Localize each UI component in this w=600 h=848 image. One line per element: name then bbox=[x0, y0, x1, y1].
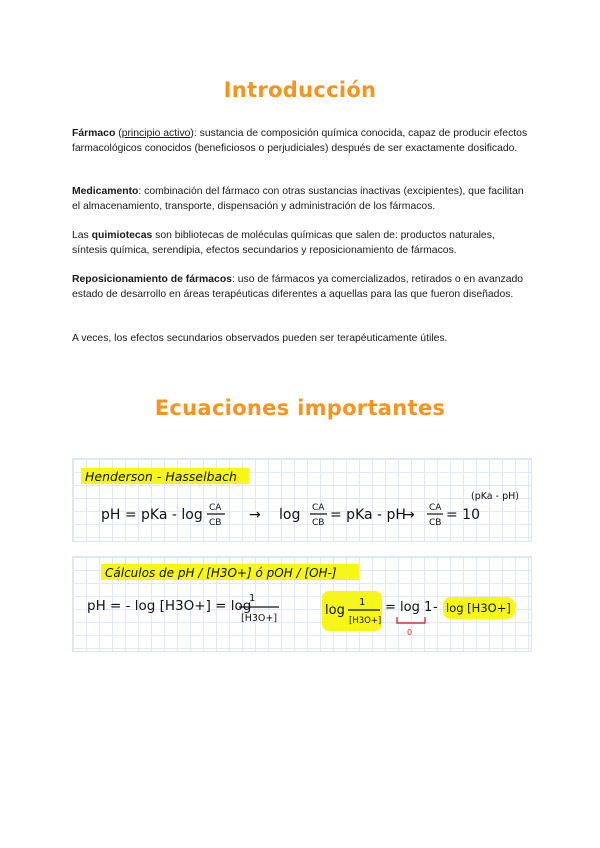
calc-zero: 0 bbox=[407, 628, 413, 637]
hh-cb-3: CB bbox=[429, 518, 442, 528]
definition-quimiotecas: son bibliotecas de moléculas químicas que salen de: productos naturales, síntesis química, serendipia, efectos secundarios y reposicionamiento de fármacos. bbox=[72, 230, 495, 256]
arrow-2: → bbox=[403, 507, 415, 523]
calc-minus: - bbox=[433, 600, 438, 615]
arrow-1: → bbox=[249, 507, 261, 523]
hh-eq-end: = 10 bbox=[446, 507, 480, 523]
henderson-hasselbach-drawing bbox=[73, 459, 531, 541]
calc-one-1: 1 bbox=[249, 593, 256, 604]
term-quimiotecas: quimiotecas bbox=[91, 230, 153, 241]
ph-calculations-drawing bbox=[73, 557, 531, 651]
definition-medicamento: : combinación del fármaco con otras sustancias inactivas (excipientes), que facilitan el almacenamiento, transporte, dispensación y administración de los fármacos. bbox=[72, 186, 524, 212]
hh-eq-mid: = pKa - pH bbox=[330, 507, 406, 523]
calc-one-2: 1 bbox=[359, 597, 366, 608]
henderson-hasselbach-note bbox=[72, 458, 532, 542]
hh-cb-2: CB bbox=[312, 518, 325, 528]
calc-den-2: [H3O+] bbox=[349, 616, 382, 626]
calc-den-1: [H3O+] bbox=[241, 613, 278, 624]
definition-farmaco: ): sustancia de composición química conocida, capaz de producir efectos farmacológicos conocidos (beneficiosos o perjudiciales) después de ser exactamente dosificado. bbox=[72, 128, 528, 154]
hh-ca-1: CA bbox=[209, 503, 222, 513]
paragraph-medicamento bbox=[72, 184, 532, 214]
hh-ca-2: CA bbox=[312, 503, 325, 513]
hh-log: log bbox=[279, 507, 301, 523]
text-las: Las bbox=[72, 230, 92, 241]
equations-title: Ecuaciones importantes bbox=[154, 396, 446, 420]
hh-ph-expression: pH = pKa - log bbox=[101, 507, 203, 523]
paragraph-efectos: A veces, los efectos secundarios observados pueden ser terapéuticamente útiles. bbox=[72, 333, 448, 344]
hh-ca-3: CA bbox=[429, 503, 442, 513]
hh-label: Henderson - Hasselbach bbox=[85, 469, 237, 484]
ph-calculations-note bbox=[72, 556, 532, 652]
term-farmaco: Fármaco bbox=[72, 128, 116, 139]
calc-label: Cálculos de pH / [H3O+] ó pOH / [OH-] bbox=[105, 566, 337, 580]
calc-log-2: log bbox=[325, 603, 345, 618]
term-medicamento: Medicamento bbox=[72, 186, 139, 197]
calc-lhs: pH = - log [H3O+] = log bbox=[87, 598, 252, 614]
definition-reposicionamiento: : uso de fármacos ya comercializados, retirados o en avanzado estado de desarrollo en áreas terapéuticas diferentes a aquellas para las que fueron diseñados. bbox=[72, 274, 524, 300]
calc-log-end: log [H3O+] bbox=[446, 601, 511, 615]
term-reposicionamiento: Reposicionamiento de fármacos bbox=[72, 274, 232, 285]
calc-eq-mid: = log 1 bbox=[385, 600, 433, 615]
hh-cb-1: CB bbox=[209, 518, 222, 528]
hh-exponent: (pKa - pH) bbox=[471, 491, 519, 502]
text-paren: ( bbox=[115, 128, 122, 139]
paragraph-reposicionamiento bbox=[72, 272, 532, 302]
calc-underline-bracket bbox=[397, 617, 425, 623]
paragraph-farmaco bbox=[72, 126, 532, 156]
principio-activo-link: principio activo bbox=[121, 128, 191, 139]
paragraph-quimiotecas bbox=[72, 228, 532, 258]
intro-title: Introducción bbox=[223, 78, 377, 102]
